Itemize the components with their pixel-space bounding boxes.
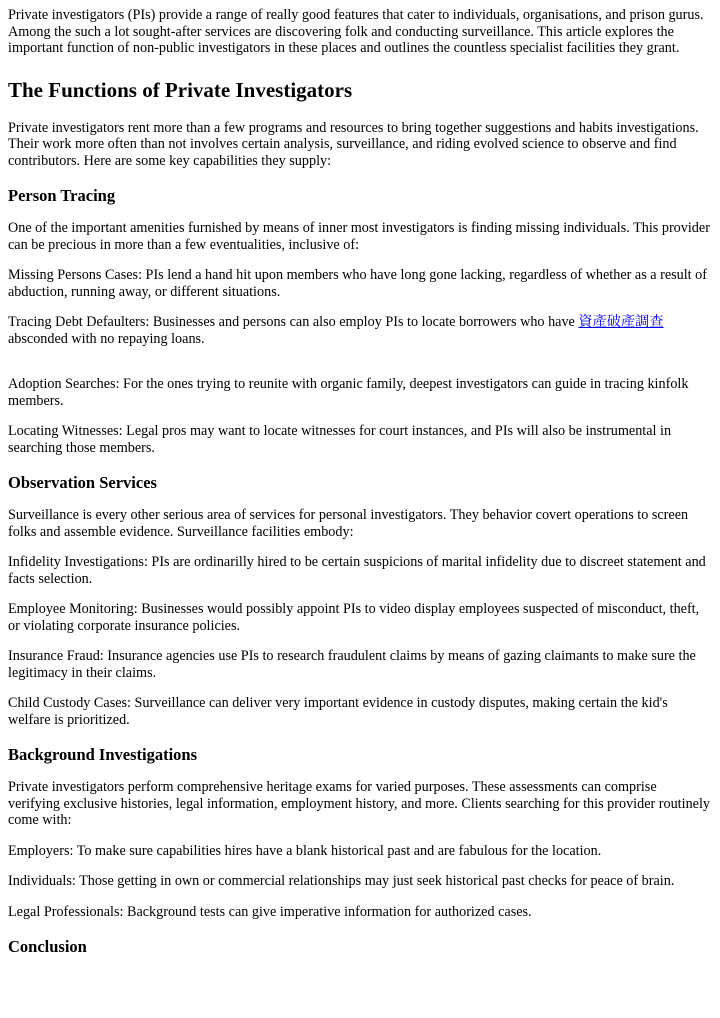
- section-heading-background: Background Investigations: [8, 745, 198, 764]
- functions-paragraph: Private investigators rent more than a few programs and resources to bring together suggestions and habits investigations. Their work more often than not involves certain analysis, surveillance, and riding evolved science to observe and find contributors. Here are some key capabilities they supply:: [8, 119, 699, 169]
- witnesses-paragraph: Locating Witnesses: Legal pros may want to locate witnesses for court instances, and PIs will also be instrumental in searching those members.: [8, 423, 672, 456]
- employee-monitoring-paragraph: Employee Monitoring: Businesses would possibly appoint PIs to video display employees suspected of misconduct, theft, or violating corporate insurance policies.: [8, 601, 700, 634]
- debt-defaulters-paragraph: [8, 314, 712, 347]
- employers-paragraph: Employers: To make sure capabilities hires have a blank historical past and are fabulous for the location.: [8, 842, 602, 859]
- section-heading-functions: The Functions of Private Investigators: [8, 77, 353, 102]
- intro-paragraph: Private investigators (PIs) provide a range of really good features that cater to individuals, organisations, and prison gurus. Among the such a lot sought-after services are discovering folk and conducting surveillance. This article explores the important function of non-public investigators in these places and outlines the countless specialist facilities they grant.: [8, 7, 704, 56]
- insurance-fraud-paragraph: Insurance Fraud: Insurance agencies use PIs to research fraudulent claims by means of gazing claimants to make sure the legitimacy in their claims.: [8, 648, 696, 681]
- section-heading-conclusion: Conclusion: [8, 937, 87, 956]
- legal-professionals-paragraph: Legal Professionals: Background tests can give imperative information for authorized cases.: [8, 903, 532, 920]
- person-tracing-intro: One of the important amenities furnished by means of inner most investigators is finding missing individuals. This provider can be precious in more than a few eventualities, inclusive of:: [8, 220, 710, 253]
- debt-text-before: Tracing Debt Defaulters: Businesses and persons can also employ PIs to locate borrowers who have: [8, 314, 579, 330]
- section-heading-observation: Observation Services: [8, 473, 157, 492]
- infidelity-paragraph: Infidelity Investigations: PIs are ordinarilly hired to be certain suspicions of marital infidelity due to discreet statement and facts selection.: [8, 554, 706, 587]
- missing-persons-paragraph: Missing Persons Cases: PIs lend a hand hit upon members who have long gone lacking, regardless of whether as a result of abduction, running away, or different situations.: [8, 267, 707, 300]
- section-heading-person-tracing: Person Tracing: [8, 186, 116, 205]
- individuals-paragraph: Individuals: Those getting in own or commercial relationships may just seek historical past checks for peace of brain.: [8, 873, 675, 889]
- observation-intro: Surveillance is every other serious area of services for personal investigators. They behavior covert operations to screen folks and assemble evidence. Surveillance facilities embody:: [8, 507, 689, 540]
- debt-text-after: absconded with no repaying loans.: [8, 330, 205, 347]
- adoption-paragraph: Adoption Searches: For the ones trying to reunite with organic family, deepest investigators can guide in tracing kinfolk members.: [8, 376, 689, 409]
- child-custody-paragraph: Child Custody Cases: Surveillance can deliver very important evidence in custody disputes, making certain the kid's welfare is prioritized.: [8, 695, 668, 728]
- background-intro: Private investigators perform comprehensive heritage exams for varied purposes. These assessments can comprise verifying exclusive histories, legal information, employment history, and more. Clients searching for this provider routinely come with:: [8, 779, 710, 828]
- asset-bankruptcy-link[interactable]: 資產破產調查: [578, 314, 664, 330]
